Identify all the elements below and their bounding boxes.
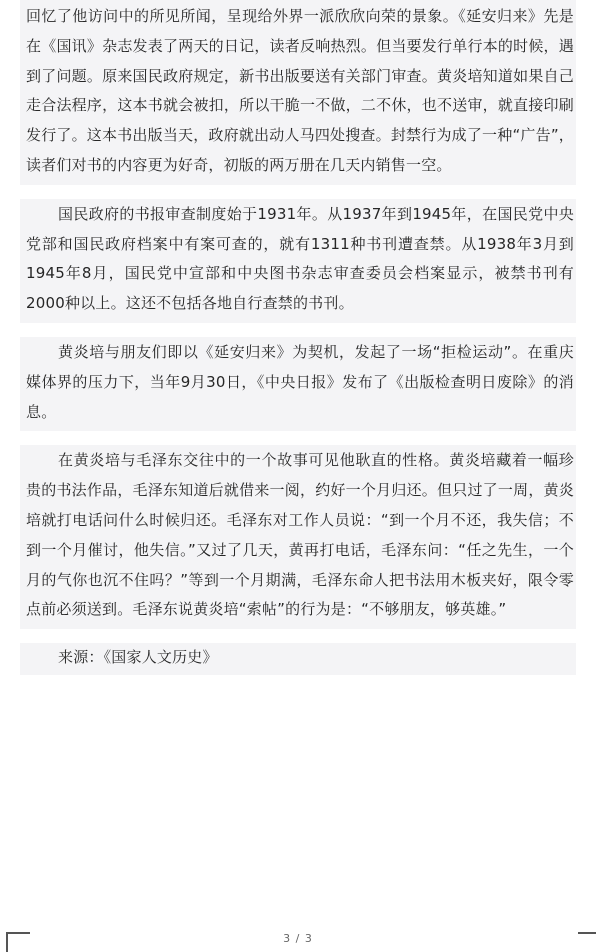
article — [20, 0, 576, 689]
page-indicator: 3 / 3 — [283, 932, 313, 945]
paragraph-4: 在黄炎培与毛泽东交往中的一个故事可见他耿直的性格。黄炎培藏着一幅珍贵的书法作品，毛泽东知道后就借来一阅，约好一个月归还。但只过了一周，黄炎培就打电话问什么时候归还。毛泽东对工作人员说：“到一个月不还，我失信；不到一个月催讨，他失信。”又过了几天，黄再打电话，毛泽东问：“任之先生，一个月的气你也沉不住吗？”等到一个月期满，毛泽东命人把书法用木板夹好，限令零点前必须送到。毛泽东说黄炎培“索帖”的行为是：“不够朋友，够英雄。” — [20, 445, 576, 629]
paragraph-1: 回忆了他访问中的所见所闻，呈现给外界一派欣欣向荣的景象。《延安归来》先是在《国讯》杂志发表了两天的日记，读者反响热烈。但当要发行单行本的时候，遇到了问题。原来国民政府规定，新书出版要送有关部门审查。黄炎培知道如果自己走合法程序，这本书就会被扣，所以干脆一不做，二不休，也不送审，就直接印刷发行了。这本书出版当天，政府就出动人马四处搜查。封禁行为成了一种“广告”，读者们对书的内容更为好奇，初版的两万册在几天内销售一空。 — [20, 0, 576, 185]
paragraph-3: 黄炎培与朋友们即以《延安归来》为契机，发起了一场“拒检运动”。在重庆媒体界的压力下，当年9月30日，《中央日报》发布了《出版检查明日废除》的消息。 — [20, 337, 576, 431]
paragraph-2: 国民政府的书报审查制度始于1931年。从1937年到1945年，在国民党中央党部和国民政府档案中有案可查的，就有1311种书刊遭查禁。从1938年3月到1945年8月，国民党中宣部和中央图书杂志审查委员会档案显示，被禁书刊有2000种以上。这还不包括各地自行查禁的书刊。 — [20, 199, 576, 323]
source-line: 来源：《国家人文历史》 — [20, 643, 576, 675]
